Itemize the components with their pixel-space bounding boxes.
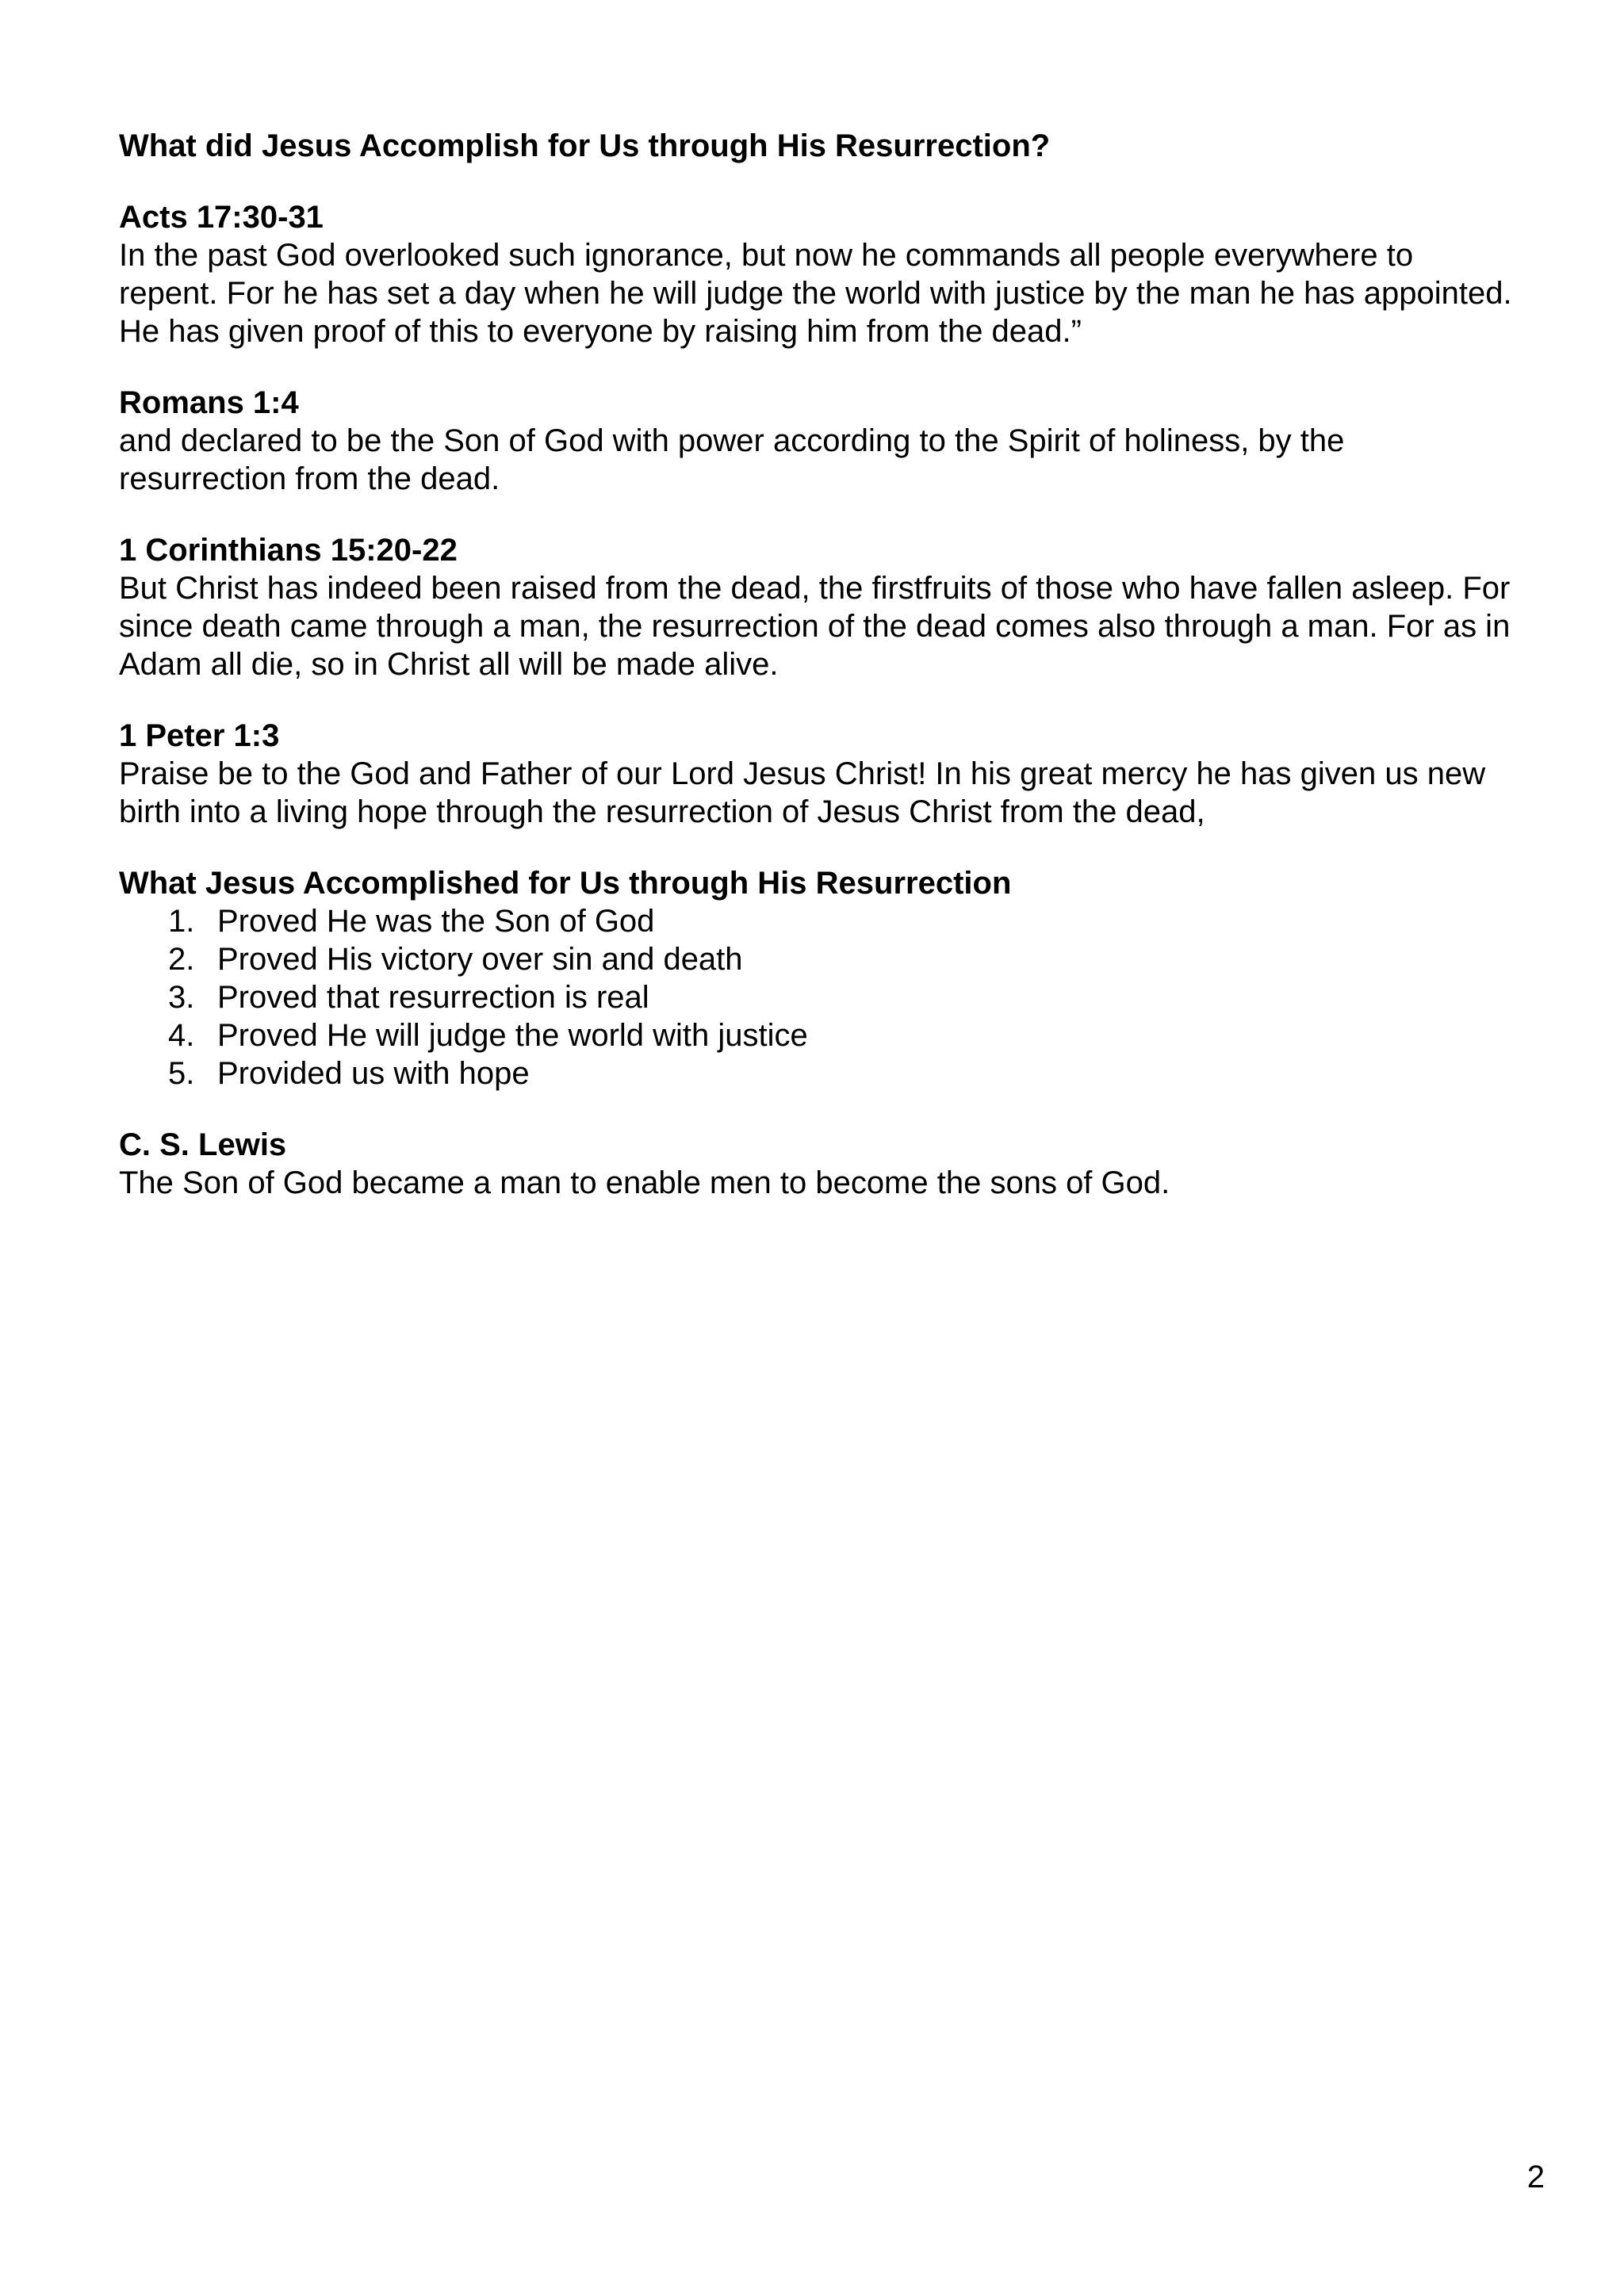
scripture-section xyxy=(119,717,1515,831)
list-item xyxy=(119,978,1515,1016)
page-heading: What did Jesus Accomplish for Us through His Resurrection? xyxy=(119,128,1051,163)
summary-title: What Jesus Accomplished for Us through His Resurrection xyxy=(119,866,1012,901)
quote-author: C. S. Lewis xyxy=(119,1127,287,1162)
scripture-text: and declared to be the Son of God with power according to the Spirit of holiness, by the resurrection from the dead. xyxy=(119,423,1345,496)
scripture-section xyxy=(119,198,1515,350)
scripture-text: But Christ has indeed been raised from the dead, the firstfruits of those who have fallen asleep. For since death came through a man, the resurrection of the dead comes also through a man. For as in Adam all die, so in Christ all will be made alive. xyxy=(119,571,1511,682)
list-item-text: Proved that resurrection is real xyxy=(217,980,649,1015)
list-item xyxy=(119,1016,1515,1054)
list-item-text: Proved His victory over sin and death xyxy=(217,942,743,977)
list-item-text: Proved He was the Son of God xyxy=(217,904,655,939)
list-item-text: Provided us with hope xyxy=(217,1056,530,1091)
page-number: 2 xyxy=(1526,2160,1545,2195)
summary-list xyxy=(119,902,1515,1093)
document-page xyxy=(119,127,1515,1235)
quote-text: The Son of God became a man to enable men to become the sons of God. xyxy=(119,1165,1170,1200)
list-item xyxy=(119,940,1515,978)
list-number: 2. xyxy=(168,942,195,977)
scripture-text: In the past God overlooked such ignorance, but now he commands all people everywhere to repent. For he has set a day when he will judge the world with justice by the man he has appointed. He has given proof of this to everyone by raising him from the dead.” xyxy=(119,238,1512,349)
scripture-reference: 1 Peter 1:3 xyxy=(119,718,280,753)
summary-section xyxy=(119,864,1515,1093)
list-item-text: Proved He will judge the world with justice xyxy=(217,1018,808,1053)
scripture-section xyxy=(119,384,1515,498)
list-item xyxy=(119,902,1515,940)
list-number: 3. xyxy=(168,980,195,1015)
list-number: 5. xyxy=(168,1056,195,1091)
scripture-reference: Romans 1:4 xyxy=(119,385,299,420)
scripture-reference: 1 Corinthians 15:20-22 xyxy=(119,533,458,568)
list-number: 1. xyxy=(168,904,195,939)
list-item xyxy=(119,1054,1515,1093)
scripture-reference: Acts 17:30-31 xyxy=(119,200,324,235)
scripture-section xyxy=(119,531,1515,683)
list-number: 4. xyxy=(168,1018,195,1053)
quote-section xyxy=(119,1126,1515,1202)
scripture-text: Praise be to the God and Father of our Lord Jesus Christ! In his great mercy he has given us new birth into a living hope through the resurrection of Jesus Christ from the dead, xyxy=(119,756,1486,829)
